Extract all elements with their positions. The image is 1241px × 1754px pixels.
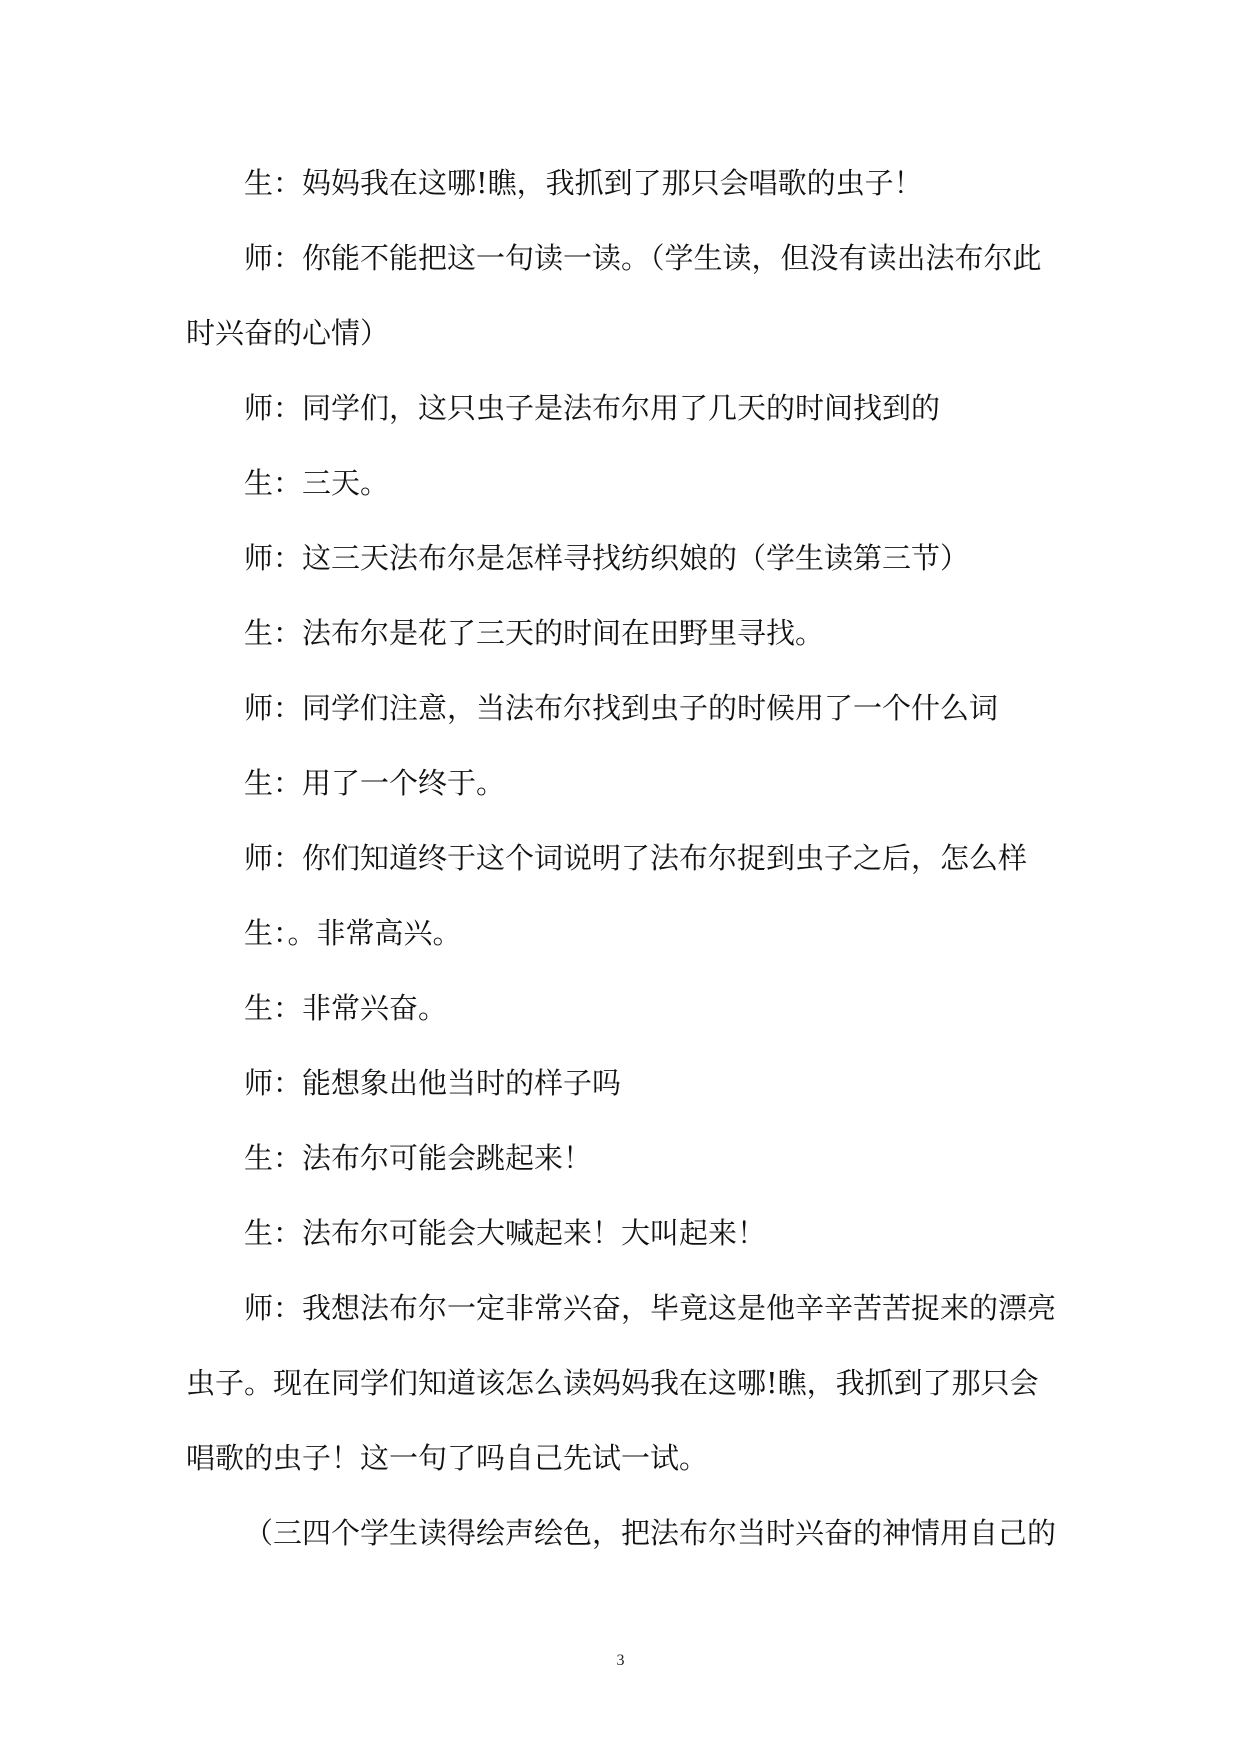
paragraph-11: 生：非常兴奋。 [244,991,448,1025]
paragraph-9: 师：你们知道终于这个词说明了法布尔捉到虫子之后，怎么样 [244,841,1028,875]
paragraph-4: 生：三天。 [244,466,390,500]
paragraph-5: 师：这三天法布尔是怎样寻找纺织娘的（学生读第三节） [244,541,970,575]
paragraph-1: 生：妈妈我在这哪!瞧，我抓到了那只会唱歌的虫子！ [244,166,923,200]
paragraph-7: 师：同学们注意，当法布尔找到虫子的时候用了一个什么词 [244,691,999,725]
paragraph-6: 生：法布尔是花了三天的时间在田野里寻找。 [244,616,825,650]
paragraph-2: 师：你能不能把这一句读一读。（学生读，但没有读出法布尔此时兴奋的心情） [186,241,1042,350]
paragraph-12: 师：能想象出他当时的样子吗 [244,1066,622,1100]
paragraph-13: 生：法布尔可能会跳起来！ [244,1141,593,1175]
paragraph-10: 生：。非常高兴。 [244,916,462,950]
paragraph-3: 师：同学们，这只虫子是法布尔用了几天的时间找到的 [244,391,941,425]
paragraph-14: 生：法布尔可能会大喊起来！大叫起来！ [244,1216,767,1250]
document-body [186,146,1056,1571]
page-number: 3 [616,1652,625,1669]
paragraph-8: 生：用了一个终于。 [244,766,506,800]
paragraph-16: （三四个学生读得绘声绘色，把法布尔当时兴奋的神情用自己的 [244,1516,1057,1550]
paragraph-15: 师：我想法布尔一定非常兴奋，毕竟这是他辛辛苦苦捉来的漂亮虫子。现在同学们知道该怎么读妈妈我在这哪!瞧，我抓到了那只会唱歌的虫子！这一句了吗自己先试一试。 [186,1291,1057,1475]
